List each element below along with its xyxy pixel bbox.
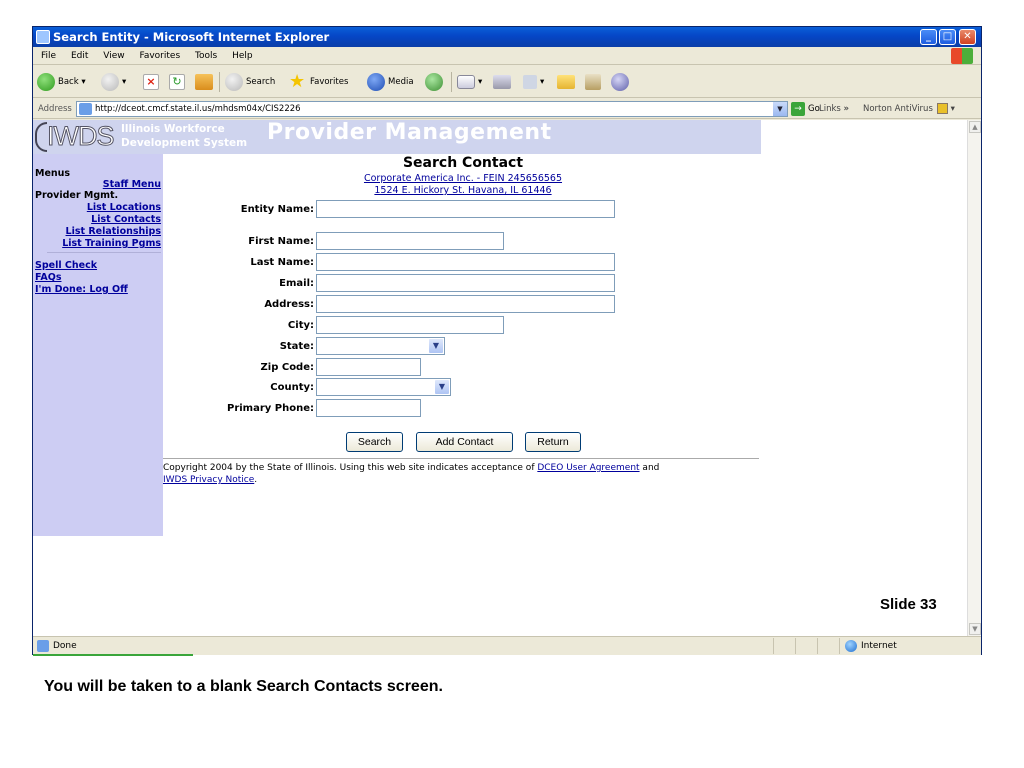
- security-zone: Internet: [861, 641, 897, 651]
- sidebar-item-staff-menu[interactable]: Staff Menu: [102, 179, 161, 190]
- page-title: Search Contact: [402, 155, 524, 171]
- history-button[interactable]: [425, 72, 446, 92]
- copyright-text: Copyright 2004 by the State of Illinois. Using this web site indicates acceptance of: [163, 463, 538, 473]
- last-name-input[interactable]: [316, 253, 615, 271]
- minimize-button[interactable]: _: [920, 29, 937, 45]
- research-button[interactable]: [585, 72, 604, 92]
- entity-link-name[interactable]: Corporate America Inc. - FEIN 245656565: [363, 173, 563, 184]
- toolbar-divider: [219, 72, 220, 92]
- sidebar-heading-provider: Provider Mgmt.: [35, 190, 119, 201]
- window-title: Search Entity - Microsoft Internet Explorer: [53, 30, 330, 44]
- messenger-button[interactable]: [611, 72, 632, 92]
- refresh-icon: ↻: [169, 74, 185, 90]
- footer-divider: [163, 458, 759, 459]
- menu-file[interactable]: File: [41, 51, 57, 61]
- entity-name-label: Entity Name:: [240, 204, 314, 215]
- address-dropdown-icon[interactable]: ▼: [773, 102, 787, 116]
- links-button[interactable]: [819, 99, 849, 119]
- search-icon: [225, 73, 243, 91]
- dceo-agreement-link[interactable]: DCEO User Agreement: [537, 463, 640, 473]
- folder-icon: [557, 75, 575, 89]
- print-button[interactable]: [493, 72, 514, 92]
- taskbar-strip: [33, 654, 193, 656]
- menu-favorites[interactable]: Favorites: [139, 51, 181, 61]
- logo-subtitle-2: Development System: [121, 137, 248, 149]
- state-select[interactable]: [316, 337, 445, 355]
- sidebar-item-log-off[interactable]: I'm Done: Log Off: [35, 284, 128, 295]
- privacy-notice-link[interactable]: IWDS Privacy Notice: [163, 475, 255, 485]
- entity-name-input[interactable]: [316, 200, 615, 218]
- banner-title: Provider Management: [267, 120, 552, 145]
- home-icon: [195, 74, 213, 90]
- copyright-footer: [163, 462, 763, 486]
- menu-bar: [33, 47, 981, 65]
- edit-button[interactable]: ▾: [523, 72, 544, 92]
- city-label: City:: [287, 320, 314, 331]
- chevron-down-icon[interactable]: ▼: [435, 380, 449, 394]
- city-input[interactable]: [316, 316, 504, 334]
- search-contact-form: [163, 154, 763, 536]
- favorites-label: Favorites: [310, 77, 349, 87]
- add-contact-button[interactable]: Add Contact: [416, 432, 513, 452]
- back-label: Back: [58, 77, 79, 87]
- status-text: Done: [53, 641, 77, 651]
- toolbar-divider: [451, 72, 452, 92]
- links-label: Links: [819, 104, 841, 114]
- last-name-label: Last Name:: [250, 257, 314, 268]
- status-divider: [795, 638, 796, 654]
- sidebar-item-spell-check[interactable]: Spell Check: [35, 260, 98, 271]
- folder-button[interactable]: [557, 72, 578, 92]
- address-input-field[interactable]: [316, 295, 615, 313]
- sidebar-heading-menus: Menus: [35, 168, 71, 179]
- chevron-down-icon[interactable]: ▼: [429, 339, 443, 353]
- page-done-icon: [37, 640, 49, 652]
- zip-code-input[interactable]: [316, 358, 421, 376]
- go-button[interactable]: [791, 102, 820, 116]
- footer-and: and: [639, 463, 660, 473]
- logo-subtitle-1: Illinois Workforce: [121, 123, 225, 135]
- status-divider: [839, 638, 840, 654]
- back-icon: [37, 73, 55, 91]
- go-icon: →: [791, 102, 805, 116]
- title-bar[interactable]: [33, 27, 981, 47]
- return-button[interactable]: Return: [525, 432, 581, 452]
- mail-button[interactable]: ▾: [457, 72, 482, 92]
- stop-icon: ×: [143, 74, 159, 90]
- sidebar-item-list-training[interactable]: List Training Pgms: [62, 238, 161, 249]
- edit-icon: [523, 75, 537, 89]
- iwds-logo-icon: [35, 122, 47, 152]
- search-button[interactable]: [225, 72, 275, 92]
- status-bar: [33, 636, 981, 655]
- research-icon: [585, 74, 601, 90]
- mail-icon: [457, 75, 475, 89]
- ie-icon: [36, 30, 50, 44]
- forward-icon: [101, 73, 119, 91]
- windows-logo-icon: [951, 48, 973, 64]
- address-bar: [33, 99, 981, 119]
- email-input[interactable]: [316, 274, 615, 292]
- media-button[interactable]: [367, 72, 414, 92]
- address-input[interactable]: [76, 101, 788, 117]
- close-button[interactable]: ✕: [959, 29, 976, 45]
- slide-caption: You will be taken to a blank Search Contacts screen.: [44, 678, 443, 695]
- maximize-button[interactable]: □: [939, 29, 956, 45]
- forward-button[interactable]: ▾: [101, 72, 126, 92]
- sidebar-item-list-relationships[interactable]: List Relationships: [65, 226, 161, 237]
- email-label: Email:: [279, 278, 314, 289]
- menu-help[interactable]: Help: [232, 51, 253, 61]
- back-button[interactable]: Back ▾: [37, 72, 86, 92]
- footer-period: .: [254, 475, 258, 485]
- go-label: Go: [808, 104, 820, 114]
- page-viewport: [33, 120, 967, 636]
- links-chevron-icon: »: [843, 104, 850, 114]
- logo-text: IWDS: [47, 121, 114, 151]
- print-icon: [493, 75, 511, 89]
- media-label: Media: [388, 77, 414, 87]
- home-button[interactable]: [195, 72, 216, 92]
- menu-tools[interactable]: Tools: [195, 51, 218, 61]
- favorites-button[interactable]: [289, 72, 348, 92]
- vertical-scrollbar[interactable]: [967, 120, 981, 636]
- sidebar-item-list-contacts[interactable]: List Contacts: [91, 214, 161, 225]
- favorites-icon: ★: [289, 70, 306, 92]
- state-label: State:: [279, 341, 314, 352]
- norton-icon: [937, 103, 948, 114]
- address-value: http://dceot.cmcf.state.il.us/mhdsm04x/CIS2226: [95, 104, 301, 114]
- entity-link-address[interactable]: 1524 E. Hickory St. Havana, IL 61446: [374, 185, 552, 196]
- scroll-down-icon[interactable]: ▼: [969, 623, 981, 635]
- toolbar: [33, 66, 981, 98]
- first-name-input[interactable]: [316, 232, 504, 250]
- first-name-label: First Name:: [248, 236, 314, 247]
- sidebar: [33, 154, 163, 536]
- zip-code-label: Zip Code:: [260, 362, 314, 373]
- status-divider: [817, 638, 818, 654]
- menu-edit[interactable]: Edit: [70, 51, 89, 61]
- status-divider: [773, 638, 774, 654]
- sidebar-item-list-locations[interactable]: List Locations: [86, 202, 161, 213]
- page-icon: [79, 103, 92, 115]
- history-icon: [425, 73, 443, 91]
- stop-button[interactable]: [143, 72, 162, 92]
- scroll-up-icon[interactable]: ▲: [969, 121, 981, 133]
- county-select[interactable]: [316, 378, 451, 396]
- browser-window: [32, 26, 982, 655]
- norton-label: Norton AntiVirus: [863, 104, 933, 114]
- search-button[interactable]: Search: [346, 432, 403, 452]
- address-label: Address:: [264, 299, 314, 310]
- address-label: Address: [38, 104, 72, 114]
- sidebar-divider: [47, 252, 161, 253]
- media-icon: [367, 73, 385, 91]
- refresh-button[interactable]: [169, 72, 188, 92]
- messenger-icon: [611, 73, 629, 91]
- internet-zone-icon: [845, 640, 857, 652]
- norton-button[interactable]: Norton AntiVirus ▾: [863, 104, 955, 114]
- site-banner: [33, 120, 761, 154]
- primary-phone-label: Primary Phone:: [226, 403, 314, 414]
- county-label: County:: [270, 382, 314, 393]
- sidebar-item-faqs[interactable]: FAQs: [35, 272, 62, 283]
- slide-number: Slide 33: [880, 596, 937, 613]
- primary-phone-input[interactable]: [316, 399, 421, 417]
- search-label: Search: [246, 77, 276, 87]
- menu-view[interactable]: View: [103, 51, 125, 61]
